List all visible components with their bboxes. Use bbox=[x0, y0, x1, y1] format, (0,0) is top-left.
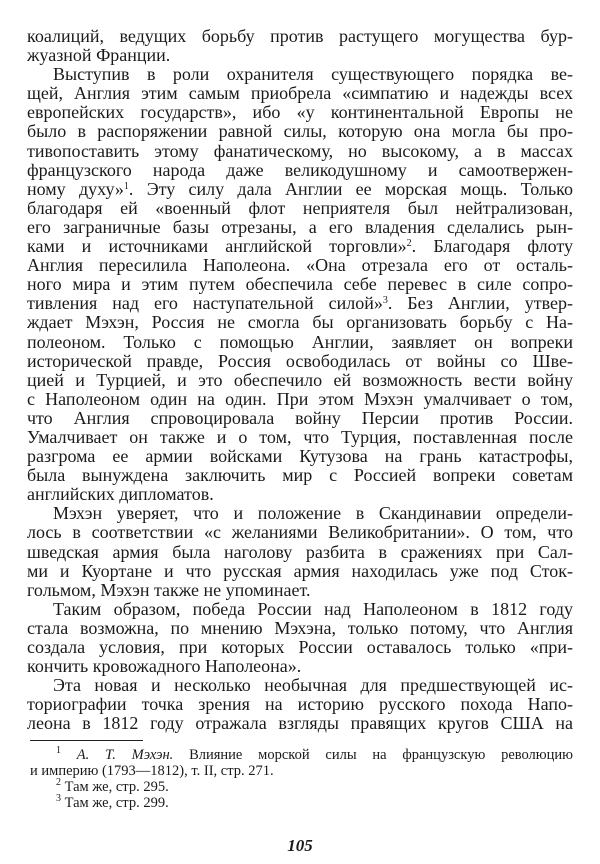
text-line bbox=[27, 447, 573, 466]
text-line bbox=[27, 695, 573, 714]
text-segment: Таким образом, победа России над Наполеоном в 1812 году bbox=[53, 598, 573, 619]
text-line bbox=[27, 485, 573, 504]
text-segment: Умалчивает он также и о том, что Турция, поставленная после bbox=[27, 426, 573, 447]
footnote-ref: 3 bbox=[382, 295, 388, 307]
text-segment: ному духу» bbox=[27, 178, 124, 199]
text-segment: . Эту силу дала Англии ее морская мощь. Только bbox=[128, 178, 573, 199]
text-segment: стала возможна, по мнению Мэхэна, только потому, что Англия bbox=[27, 617, 573, 638]
text-line bbox=[27, 46, 573, 65]
text-line bbox=[27, 543, 573, 562]
text-line bbox=[27, 657, 573, 676]
text-segment: леона в 1812 году отражала взгляды правящих кругов США на bbox=[27, 713, 573, 734]
text-line bbox=[27, 714, 573, 733]
text-line bbox=[27, 504, 573, 523]
text-segment: ного мира и этим путем обеспечила себе перевес в силе сопро- bbox=[27, 274, 573, 295]
text-line bbox=[27, 161, 573, 180]
text-line bbox=[27, 237, 573, 256]
footnote-text: и империю (1793—1812), т. II, стр. 271. bbox=[30, 763, 274, 779]
text-segment: его заграничные базы отрезаны, а его владения сделались рын- bbox=[27, 216, 573, 237]
text-line bbox=[27, 352, 573, 371]
footnote-line bbox=[30, 795, 573, 811]
footnote-rule bbox=[30, 740, 143, 741]
text-line bbox=[27, 27, 573, 46]
text-line bbox=[27, 294, 573, 313]
page-number: 105 bbox=[287, 836, 313, 855]
text-line bbox=[27, 313, 573, 332]
text-segment: Англия пересилила Наполеона. «Она отрезала его от осталь- bbox=[27, 255, 573, 276]
text-line bbox=[27, 256, 573, 275]
text-line bbox=[27, 619, 573, 638]
text-line bbox=[27, 275, 573, 294]
text-segment: разгрома ее армии войсками Кутузова на грань катастрофы, bbox=[27, 446, 573, 467]
text-segment: . Благодаря флоту bbox=[411, 236, 573, 257]
footnote-number: 3 bbox=[56, 793, 61, 804]
footnote-author: А. Т. Мэхэн. bbox=[76, 747, 174, 763]
text-line bbox=[27, 676, 573, 695]
text-segment: европейских государств», ибо «у континентальной Европы не bbox=[27, 102, 573, 123]
footnote-text: Влияние морской силы на французскую революцию bbox=[173, 747, 573, 763]
text-segment: тивления над его наступательной силой» bbox=[27, 293, 383, 314]
text-segment: ждает Мэхэн, Россия не смогла бы организовать борьбу с На- bbox=[27, 312, 573, 333]
text-segment: жуазной Франции. bbox=[27, 45, 171, 66]
footnote-ref: 1 bbox=[123, 180, 129, 192]
text-segment: английских дипломатов. bbox=[27, 484, 214, 505]
text-line bbox=[27, 65, 573, 84]
text-segment: полеоном. Только с помощью Англии, заявляет он вопреки bbox=[27, 331, 573, 352]
text-segment: было в распоряжении равной силы, которую она могла бы про- bbox=[27, 121, 573, 142]
text-segment: лось в соответствии «с желаниями Великобритании». О том, что bbox=[27, 522, 573, 543]
text-line bbox=[27, 638, 573, 657]
text-line bbox=[27, 600, 573, 619]
text-segment: Выступив в роли охранителя существующего порядка ве- bbox=[53, 64, 573, 85]
text-segment: французского народа даже великодушному и самоотвержен- bbox=[27, 159, 573, 180]
text-segment: благодаря ей «военный флот неприятеля был нейтрализован, bbox=[27, 197, 573, 218]
text-segment: щей, Англия этим самым приобрела «симпатию и надежды всех bbox=[27, 83, 573, 104]
text-line bbox=[27, 581, 573, 600]
footnote-line bbox=[30, 763, 573, 779]
text-segment: создала условия, при которых России оставалось только «при- bbox=[27, 637, 573, 657]
footnote-ref: 2 bbox=[406, 238, 412, 250]
footnote-text: Там же, стр. 299. bbox=[61, 795, 169, 811]
text-line bbox=[27, 142, 573, 161]
text-segment: ториографии точка зрения на историю русского похода Напо- bbox=[27, 694, 573, 715]
text-line bbox=[27, 333, 573, 352]
text-line bbox=[27, 122, 573, 141]
text-line bbox=[27, 218, 573, 237]
text-segment: что Англия спровоцировала войну Персии против России. bbox=[27, 407, 573, 428]
main-text bbox=[27, 27, 573, 733]
text-segment: . Без Англии, утвер- bbox=[387, 293, 573, 314]
footnote-text: Там же, стр. 295. bbox=[61, 779, 169, 795]
text-line bbox=[27, 466, 573, 485]
footnote-number: 1 bbox=[56, 745, 61, 756]
text-line bbox=[27, 84, 573, 103]
text-segment: исторической правде, Россия освободилась от войны со Шве- bbox=[27, 350, 573, 371]
text-segment: кончить кровожадного Наполеона». bbox=[27, 656, 302, 677]
footnote-line bbox=[30, 747, 573, 763]
text-line bbox=[27, 409, 573, 428]
text-segment: шведская армия была наголову разбита в сражениях при Сал- bbox=[27, 541, 573, 562]
text-line bbox=[27, 371, 573, 390]
footnote-line bbox=[30, 779, 573, 795]
text-segment: коалиций, ведущих борьбу против растущего могущества бур- bbox=[27, 26, 573, 46]
text-segment: с Наполеоном один на один. При этом Мэхэн умалчивает о том, bbox=[27, 388, 573, 409]
text-line bbox=[27, 180, 573, 199]
text-line bbox=[27, 103, 573, 122]
footnotes bbox=[30, 747, 573, 811]
text-segment: Эта новая и несколько необычная для предшествующей ис- bbox=[53, 675, 573, 696]
text-line bbox=[27, 562, 573, 581]
text-line bbox=[27, 199, 573, 218]
text-segment: тивопоставить этому фанатическому, но высокому, а в массах bbox=[27, 140, 573, 161]
text-segment: цией и Турцией, и это обеспечило ей возможность вести войну bbox=[27, 369, 573, 390]
text-segment: гольмом, Мэхэн также не упоминает. bbox=[27, 579, 311, 600]
footnote-number: 2 bbox=[56, 777, 61, 788]
text-segment: Мэхэн уверяет, что и положение в Скандинавии определи- bbox=[53, 503, 573, 524]
text-line bbox=[27, 428, 573, 447]
text-line bbox=[27, 523, 573, 542]
text-segment: была вынуждена заключить мир с Россией вопреки советам bbox=[27, 465, 573, 486]
text-line bbox=[27, 390, 573, 409]
text-segment: ми и Куортане и что русская армия находилась уже под Сток- bbox=[27, 560, 573, 581]
text-segment: ками и источниками английской торговли» bbox=[27, 236, 407, 257]
